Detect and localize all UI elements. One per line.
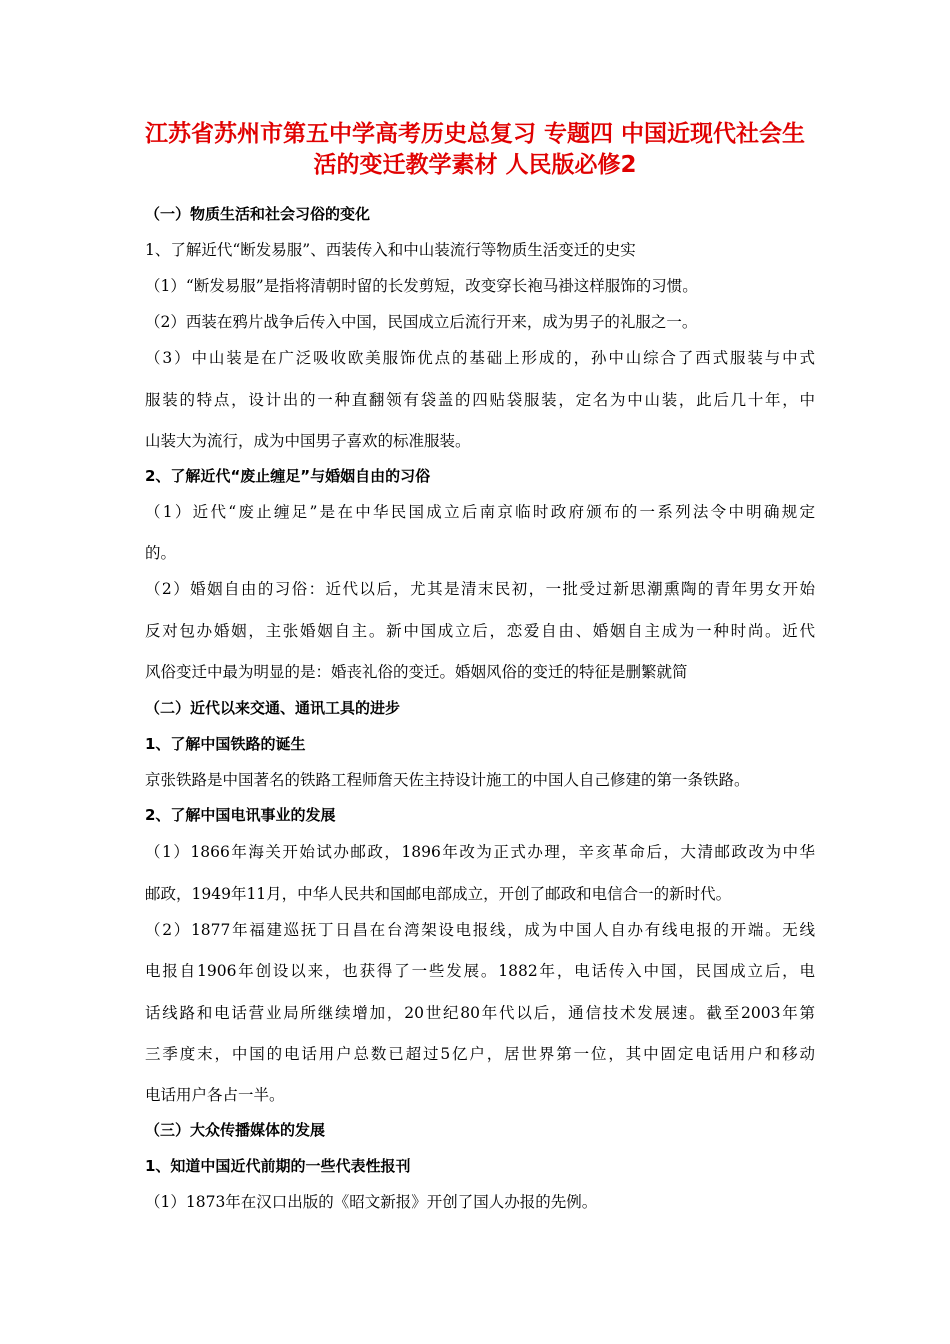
- paragraph-line: （1）1873年在汉口出版的《昭文新报》开创了国人办报的先例。: [145, 1193, 598, 1211]
- paragraph-line: （2）1877年福建巡抚丁日昌在台湾架设电报线，成为中国人自办有线电报的开端。无线: [145, 921, 815, 939]
- paragraph-line: 电报自1906年创设以来，也获得了一些发展。1882年，电话传入中国，民国成立后，电: [145, 962, 815, 980]
- paragraph-line: 反对包办婚姻，主张婚姻自主。新中国成立后，恋爱自由、婚姻自主成为一种时尚。近代: [145, 622, 815, 640]
- subheading: 1、知道中国近代前期的一些代表性报刊: [145, 1157, 411, 1175]
- paragraph-line: 话线路和电话营业局所继续增加，20世纪80年代以后，通信技术发展速。截至2003年第: [145, 1004, 815, 1022]
- paragraph-line: 山装大为流行，成为中国男子喜欢的标准服装。: [145, 432, 471, 450]
- subheading: 2、了解中国电讯事业的发展: [145, 806, 336, 824]
- paragraph-line: 风俗变迁中最为明显的是：婚丧礼俗的变迁。婚姻风俗的变迁的特征是删繁就简: [145, 663, 688, 681]
- paragraph-line: （3）中山装是在广泛吸收欧美服饰优点的基础上形成的，孙中山综合了西式服装与中式: [145, 349, 815, 367]
- paragraph-line: （1）近代“废止缠足”是在中华民国成立后南京临时政府颁布的一系列法令中明确规定: [145, 503, 815, 521]
- section-heading-2: （二）近代以来交通、通讯工具的进步: [145, 699, 401, 717]
- paragraph-line: （1）1866年海关开始试办邮政，1896年改为正式办理，辛亥革命后，大清邮政改为中华: [145, 843, 815, 861]
- paragraph-line: （1）“断发易服”是指将清朝时留的长发剪短，改变穿长袍马褂这样服饰的习惯。: [145, 277, 698, 295]
- document-title-line-2: 活的变迁教学素材 人民版必修2: [313, 152, 637, 178]
- subheading: 2、了解近代“废止缠足”与婚姻自由的习俗: [145, 467, 431, 485]
- paragraph-line: 服装的特点，设计出的一种直翻领有袋盖的四贴袋服装，定名为中山装，此后几十年，中: [145, 391, 815, 409]
- subheading: 1、了解近代“断发易服”、西装传入和中山装流行等物质生活变迁的史实: [145, 241, 636, 259]
- document-title-line-1: 江苏省苏州市第五中学高考历史总复习 专题四 中国近现代社会生: [144, 121, 805, 147]
- paragraph-line: 京张铁路是中国著名的铁路工程师詹天佐主持设计施工的中国人自己修建的第一条铁路。: [145, 771, 750, 789]
- paragraph-line: （2）婚姻自由的习俗：近代以后，尤其是清末民初，一批受过新思潮熏陶的青年男女开始: [145, 580, 815, 598]
- paragraph-line: 的。: [145, 544, 177, 562]
- paragraph-line: （2）西装在鸦片战争后传入中国，民国成立后流行开来，成为男子的礼服之一。: [145, 313, 698, 331]
- paragraph-line: 三季度末，中国的电话用户总数已超过5亿户，居世界第一位，其中固定电话用户和移动: [145, 1045, 815, 1063]
- subheading: 1、了解中国铁路的诞生: [145, 735, 306, 753]
- paragraph-line: 邮政，1949年11月，中华人民共和国邮电部成立，开创了邮政和电信合一的新时代。: [145, 885, 732, 903]
- section-heading-1: （一）物质生活和社会习俗的变化: [145, 205, 371, 223]
- paragraph-line: 电话用户各占一半。: [145, 1086, 285, 1104]
- section-heading-3: （三）大众传播媒体的发展: [145, 1121, 326, 1139]
